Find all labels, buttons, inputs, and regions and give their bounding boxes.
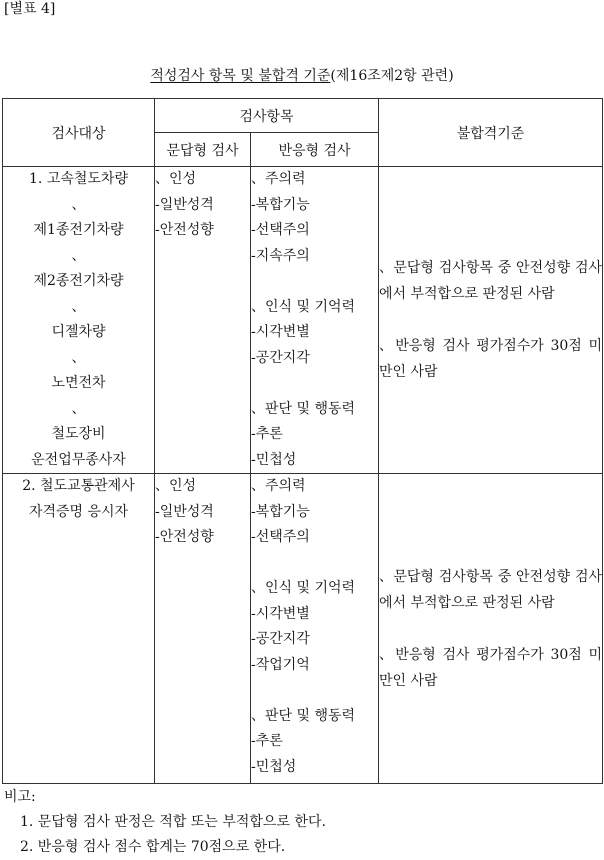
reaction-item: -선택주의 <box>251 529 310 545</box>
header-target: 검사대상 <box>3 99 155 167</box>
reaction-item: -시각변별 <box>251 324 310 340</box>
reaction-item: 、판단 및 행동력 <box>251 400 356 417</box>
target-line: 제1종전기차량 <box>33 222 124 238</box>
reaction-item: -추론 <box>251 733 283 749</box>
reaction-item: -공간지각 <box>251 631 310 647</box>
target-line: 2. 철도교통관제사 <box>22 478 135 494</box>
criteria-cell <box>379 167 603 474</box>
form-label: [별표 4] <box>4 1 56 17</box>
header-choice: 문답형 검사 <box>155 133 251 167</box>
table-row <box>3 167 603 474</box>
reaction-item: -지속주의 <box>251 247 310 264</box>
target-line: 、 <box>71 196 86 213</box>
target-line: 자격증명 응시자 <box>28 503 129 520</box>
reaction-item: -민첩성 <box>251 451 297 468</box>
note-item: 2. 반응형 검사 점수 합계는 70점으로 한다. <box>20 839 286 855</box>
reaction-cell <box>251 474 379 784</box>
target-line: 、 <box>71 400 86 417</box>
reaction-cell <box>251 167 379 474</box>
criteria-item: 、반응형 검사 평가점수가 30점 미만인 사람 <box>379 338 603 380</box>
choice-item: -일반성격 <box>155 196 214 213</box>
choice-item: -안전성향 <box>155 529 214 545</box>
reaction-item: -선택주의 <box>251 222 310 238</box>
choice-item: 、인성 <box>155 171 197 187</box>
document-title <box>0 66 604 86</box>
reaction-item: -민첩성 <box>251 758 297 775</box>
reaction-item: 、주의력 <box>251 478 306 494</box>
title-sub: (제16조제2항 관련) <box>330 68 454 84</box>
header-items: 검사항목 <box>155 99 379 133</box>
criteria-item: 、문답형 검사항목 중 안전성향 검사에서 부적합으로 판정된 사람 <box>379 568 603 611</box>
target-line: 운전업무종사자 <box>31 451 126 468</box>
target-cell <box>3 167 155 474</box>
choice-cell <box>155 474 251 784</box>
reaction-item: -시각변별 <box>251 605 310 622</box>
choice-item: 、인성 <box>155 478 197 494</box>
reaction-item: 、인식 및 기억력 <box>251 298 356 315</box>
choice-item: -안전성향 <box>155 222 214 238</box>
criteria-table <box>2 98 603 784</box>
reaction-item: -공간지각 <box>251 349 310 366</box>
note-item: 1. 문답형 검사 판정은 적합 또는 부적합으로 한다. <box>20 814 326 830</box>
title-main: 적성검사 항목 및 불합격 기준 <box>150 68 331 84</box>
reaction-item: -추론 <box>251 426 283 442</box>
header-reaction: 반응형 검사 <box>251 133 379 167</box>
header-criteria: 불합격기준 <box>379 99 603 167</box>
target-line: 제2종전기차량 <box>33 273 124 289</box>
target-line: 、 <box>71 247 86 264</box>
reaction-item: 、주의력 <box>251 171 306 187</box>
reaction-item: -작업기억 <box>251 656 310 673</box>
target-line: 디젤차량 <box>51 324 106 340</box>
target-line: 철도장비 <box>51 426 106 442</box>
target-line: 1. 고속철도차량 <box>29 171 128 187</box>
target-cell <box>3 474 155 784</box>
notes <box>4 785 326 860</box>
criteria-cell <box>379 474 603 784</box>
target-line: 、 <box>71 298 86 315</box>
target-line: 、 <box>71 349 86 366</box>
reaction-item: 、인식 및 기억력 <box>251 580 356 596</box>
reaction-item: -복합기능 <box>251 503 310 520</box>
criteria-item: 、반응형 검사 평가점수가 30점 미만인 사람 <box>379 646 603 689</box>
choice-cell <box>155 167 251 474</box>
notes-heading: 비고: <box>4 789 36 805</box>
reaction-item: -복합기능 <box>251 196 310 213</box>
table-row <box>3 474 603 784</box>
reaction-item: 、판단 및 행동력 <box>251 707 356 724</box>
criteria-item: 、문답형 검사항목 중 안전성향 검사에서 부적합으로 판정된 사람 <box>379 260 603 302</box>
choice-item: -일반성격 <box>155 503 214 520</box>
target-line: 노면전차 <box>51 375 106 391</box>
